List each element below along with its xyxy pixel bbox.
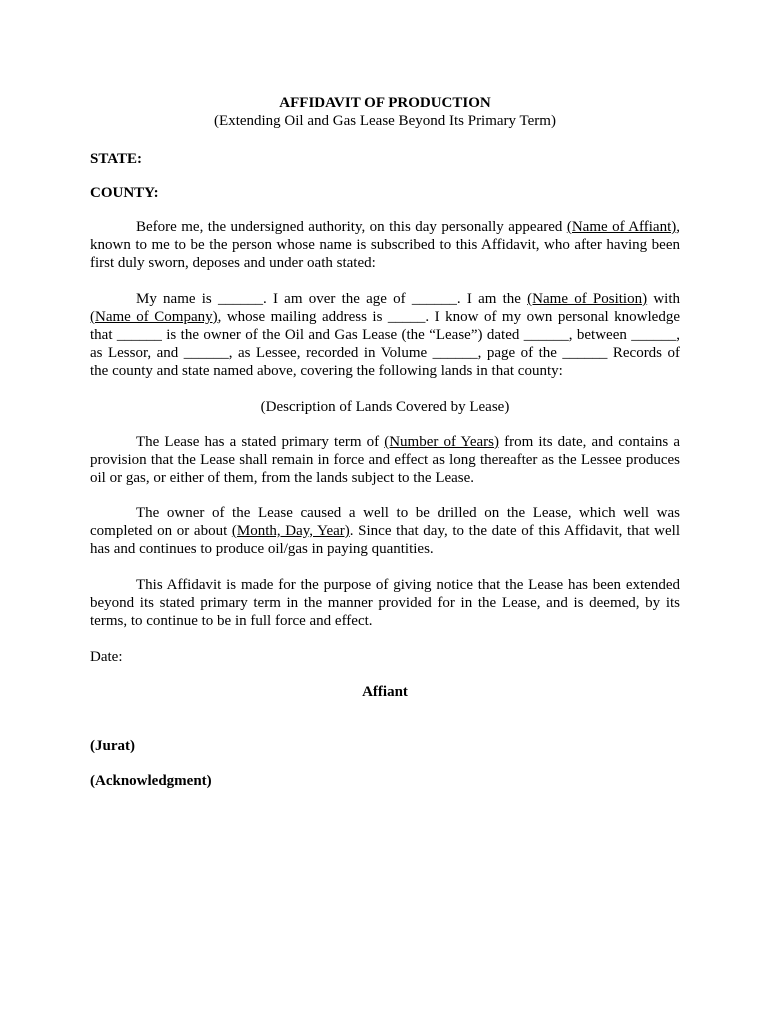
text-segment: The owner of the Lease caused a well to be drilled on the Lease, which well was — [136, 505, 680, 521]
text-segment: with — [647, 291, 680, 307]
text-segment: My name is ______. I am over the age of ______. I am the — [136, 291, 528, 307]
county-label: COUNTY: — [90, 185, 159, 201]
paragraph-line: oil or gas, or either of them, from the lands subject to the Lease. — [90, 470, 475, 486]
position-name-field: (Name of Position) — [527, 291, 648, 307]
jurat-label: (Jurat) — [90, 738, 135, 754]
completion-date-field: (Month, Day, Year) — [231, 523, 350, 539]
paragraph-line — [90, 504, 680, 522]
date-label: Date: — [90, 649, 123, 665]
affidavit-page — [90, 0, 680, 1024]
affiant-name-field: (Name of Affiant) — [566, 219, 677, 235]
paragraph-line — [90, 576, 680, 594]
paragraph-line — [90, 308, 680, 326]
text-segment: This Affidavit is made for the purpose of giving notice that the Lease has been extended — [136, 577, 680, 593]
paragraph-line: the county and state named above, covering the following lands in that county: — [90, 363, 563, 379]
number-of-years-field: (Number of Years) — [384, 434, 500, 450]
primary-term-paragraph — [90, 433, 680, 487]
text-segment: from its date, and contains a — [499, 434, 681, 450]
paragraph-line — [90, 433, 680, 451]
text-segment: completed on or about — [90, 523, 232, 539]
text-segment: The Lease has a stated primary term of — [136, 434, 385, 450]
well-completion-paragraph — [90, 504, 680, 558]
affiant-identity-paragraph — [90, 290, 680, 380]
paragraph-line: first duly sworn, deposes and under oath stated: — [90, 255, 376, 271]
document-title: AFFIDAVIT OF PRODUCTION — [279, 95, 491, 111]
company-name-field: (Name of Company) — [90, 309, 218, 325]
purpose-paragraph — [90, 576, 680, 630]
text-segment: , — [676, 219, 680, 235]
paragraph-line: has and continues to produce oil/gas in paying quantities. — [90, 541, 434, 557]
affiant-label: Affiant — [362, 684, 408, 700]
affiant-appearance-paragraph — [90, 218, 680, 272]
paragraph-line: terms, to continue to be in full force and effect. — [90, 613, 373, 629]
document-subtitle: (Extending Oil and Gas Lease Beyond Its Primary Term) — [214, 113, 556, 129]
text-segment: , whose mailing address is _____. I know of my own personal knowledge — [217, 309, 680, 325]
paragraph-line: provision that the Lease shall remain in force and effect as long thereafter as the Lessee produces — [90, 452, 680, 468]
lands-description: (Description of Lands Covered by Lease) — [260, 399, 510, 415]
paragraph-line — [90, 218, 680, 236]
state-label: STATE: — [90, 151, 142, 167]
acknowledgment-label: (Acknowledgment) — [90, 773, 212, 789]
paragraph-line — [90, 290, 680, 308]
text-segment: Before me, the undersigned authority, on this day personally appeared — [136, 219, 567, 235]
paragraph-line: beyond its stated primary term in the manner provided for in the Lease, and is deemed, by its — [90, 595, 680, 611]
paragraph-line: known to me to be the person whose name is subscribed to this Affidavit, who after having been — [90, 237, 680, 253]
paragraph-line — [90, 522, 680, 540]
text-segment: . Since that day, to the date of this Affidavit, that well — [349, 523, 680, 539]
paragraph-line: as Lessor, and ______, as Lessee, recorded in Volume ______, page of the ______ Records of — [90, 345, 680, 361]
paragraph-line: that ______ is the owner of the Oil and Gas Lease (the “Lease”) dated ______, between ______, — [90, 327, 680, 343]
